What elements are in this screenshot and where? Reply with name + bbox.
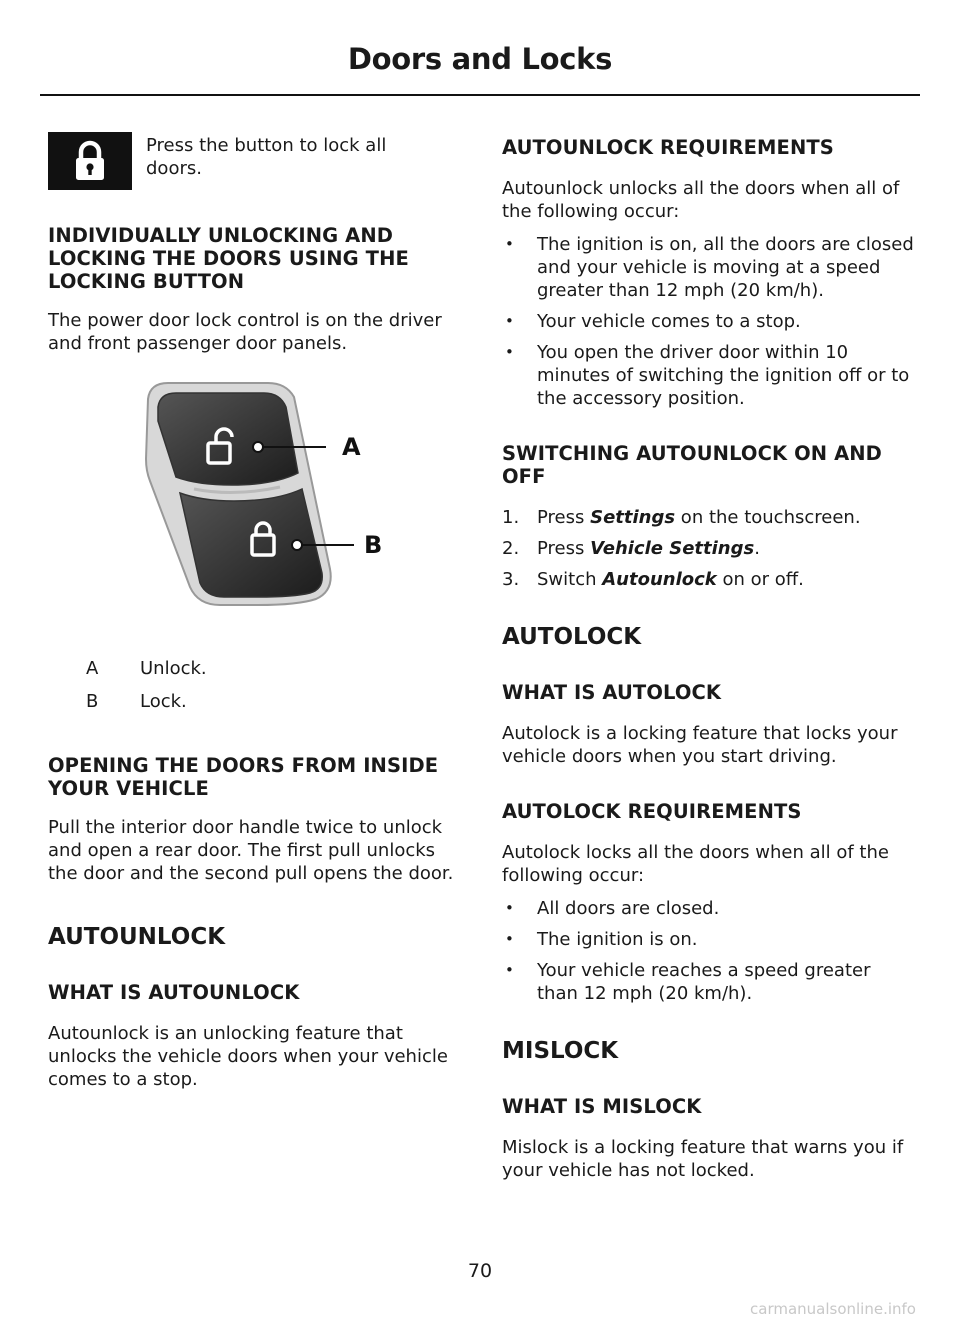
individual-locking-heading: INDIVIDUALLY UNLOCKING AND LOCKING THE DOORS USING THE LOCKING BUTTON xyxy=(48,224,409,293)
autolock-requirements-heading: AUTOLOCK REQUIREMENTS xyxy=(502,800,802,823)
figure-legend xyxy=(48,657,460,713)
autolock-requirements-intro: Autolock locks all the doors when all of the following occur: xyxy=(502,842,889,886)
autounlock-requirements-intro: Autounlock unlocks all the doors when all of the following occur: xyxy=(502,178,900,222)
what-is-autounlock-text: Autounlock is an unlocking feature that unlocks the vehicle doors when your vehicle comes to a stop. xyxy=(48,1023,448,1090)
list-item: • You open the driver door within 10 minutes of switching the ignition off or to the accessory position. xyxy=(502,341,916,410)
settings-ui-label: Settings xyxy=(590,507,676,528)
what-is-autolock-text: Autolock is a locking feature that locks your vehicle doors when you start driving. xyxy=(502,723,898,767)
what-is-autolock-heading: WHAT IS AUTOLOCK xyxy=(502,681,722,704)
autolock-heading: AUTOLOCK xyxy=(502,624,642,650)
list-item: • All doors are closed. xyxy=(502,897,916,920)
list-item: • Your vehicle reaches a speed greater than 12 mph (20 km/h). xyxy=(502,959,916,1005)
switching-steps xyxy=(502,506,916,591)
left-column xyxy=(48,132,460,1091)
list-item: • The ignition is on. xyxy=(502,928,916,951)
autolock-requirements-list xyxy=(502,897,916,1005)
legend-row: A Unlock. xyxy=(86,658,207,679)
step-item: 3. Switch Autounlock on or off. xyxy=(502,569,804,590)
autounlock-requirements-heading: AUTOUNLOCK REQUIREMENTS xyxy=(502,136,834,159)
unlock-button xyxy=(158,393,298,485)
page-title: Doors and Locks xyxy=(347,42,613,76)
door-lock-switch-figure xyxy=(48,381,460,641)
what-is-autounlock-heading: WHAT IS AUTOUNLOCK xyxy=(48,981,300,1004)
vehicle-settings-ui-label: Vehicle Settings xyxy=(590,538,755,559)
opening-doors-text: Pull the interior door handle twice to unlock and open a rear door. The first pull unlocks the door and the second pull opens the door. xyxy=(48,817,454,884)
autounlock-ui-label: Autounlock xyxy=(602,569,717,590)
what-is-mislock-text: Mislock is a locking feature that warns you if your vehicle has not locked. xyxy=(502,1137,904,1181)
list-item: • Your vehicle comes to a stop. xyxy=(502,310,916,333)
right-column xyxy=(502,132,916,1182)
page-header xyxy=(40,40,920,96)
what-is-mislock-heading: WHAT IS MISLOCK xyxy=(502,1095,702,1118)
watermark: carmanualsonline.info xyxy=(750,1300,916,1318)
list-item: • The ignition is on, all the doors are closed and your vehicle is moving at a speed greater than 12 mph (20 km/h). xyxy=(502,233,916,302)
switching-autounlock-heading: SWITCHING AUTOUNLOCK ON AND OFF xyxy=(502,442,882,488)
legend-row: B Lock. xyxy=(86,691,187,712)
step-item: 1. Press Settings on the touchscreen. xyxy=(502,507,861,528)
callout-b: B xyxy=(364,531,383,559)
individual-locking-text: The power door lock control is on the driver and front passenger door panels. xyxy=(48,310,442,354)
lock-icon xyxy=(48,132,132,190)
opening-doors-heading: OPENING THE DOORS FROM INSIDE YOUR VEHICLE xyxy=(48,754,439,800)
lock-all-text: Press the button to lock all doors. xyxy=(146,135,387,179)
lock-all-instruction xyxy=(48,132,460,190)
autounlock-heading: AUTOUNLOCK xyxy=(48,924,226,950)
page-number: 70 xyxy=(467,1260,493,1282)
mislock-heading: MISLOCK xyxy=(502,1038,619,1064)
callout-a: A xyxy=(342,433,361,461)
step-item: 2. Press Vehicle Settings. xyxy=(502,538,760,559)
autounlock-requirements-list xyxy=(502,233,916,410)
